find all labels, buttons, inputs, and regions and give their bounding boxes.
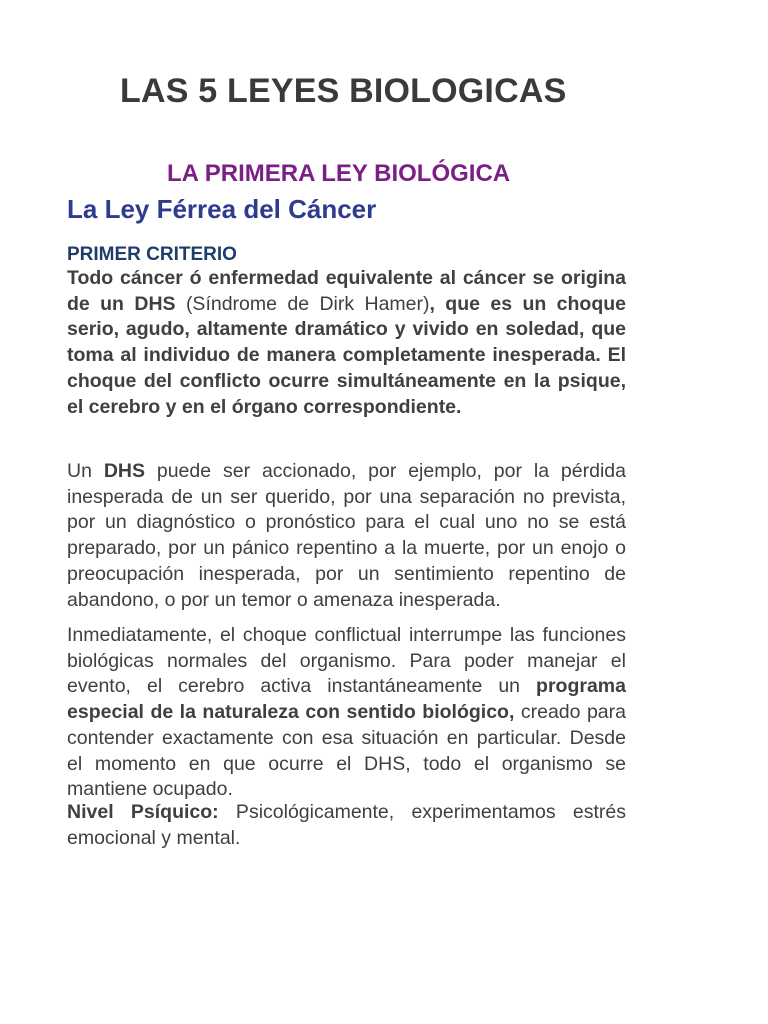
paragraph4-rest: Psicológicamente, experimentamos estrés emocional y mental. (67, 801, 626, 849)
paragraph1-bold-rest: , que es un choque serio, agudo, altamente dramático y vivido en soledad, que toma al individuo de manera completamente inesperada. El choque del conflicto ocurre simultáneamente en la psique, el cerebro y en el órgano correspondiente. (67, 292, 626, 418)
law-heading: LA PRIMERA LEY BIOLÓGICA (167, 160, 511, 187)
paragraph2-start: Un (67, 460, 104, 482)
paragraph4-bold-label: Nivel Psíquico: (67, 801, 219, 823)
paragraph-criterion-definition (67, 266, 626, 420)
paragraph3-bold-phrase: programa especial de la naturaleza con sentido biológico, (67, 675, 626, 724)
paragraph-biological-program (67, 623, 626, 803)
paragraph3-start: Inmediatamente, el choque conflictual interrumpe las funciones biológicas normales del organismo. Para poder manejar el evento, el cerebro activa instantáneamente un (67, 624, 626, 698)
paragraph1-parenthetical: (Síndrome de Dirk Hamer) (175, 292, 430, 315)
criterion-heading: PRIMER CRITERIO (67, 244, 237, 265)
document-title: LAS 5 LEYES BIOLOGICAS (120, 72, 567, 110)
paragraph1-bold-intro: Todo cáncer ó enfermedad equivalente al cáncer se origina de un DHS (67, 267, 626, 315)
paragraph2-bold-term: DHS (103, 460, 145, 482)
paragraph-dhs-triggers (67, 459, 626, 613)
paragraph-psychic-level (67, 800, 626, 851)
law-subtitle: La Ley Férrea del Cáncer (67, 194, 377, 224)
paragraph3-rest: creado para contender exactamente con esa situación en particular. Desde el momento en que ocurre el DHS, todo el organismo se mantiene ocupado. (67, 701, 626, 801)
paragraph2-rest: puede ser accionado, por ejemplo, por la pérdida inesperada de un ser querido, por una separación no prevista, por un diagnóstico o pronóstico para el cual uno no se está preparado, por un pánico repentino a la muerte, por un enojo o preocupación inesperada, por un sentimiento repentino de abandono, o por un temor o amenaza inesperada. (67, 460, 626, 611)
